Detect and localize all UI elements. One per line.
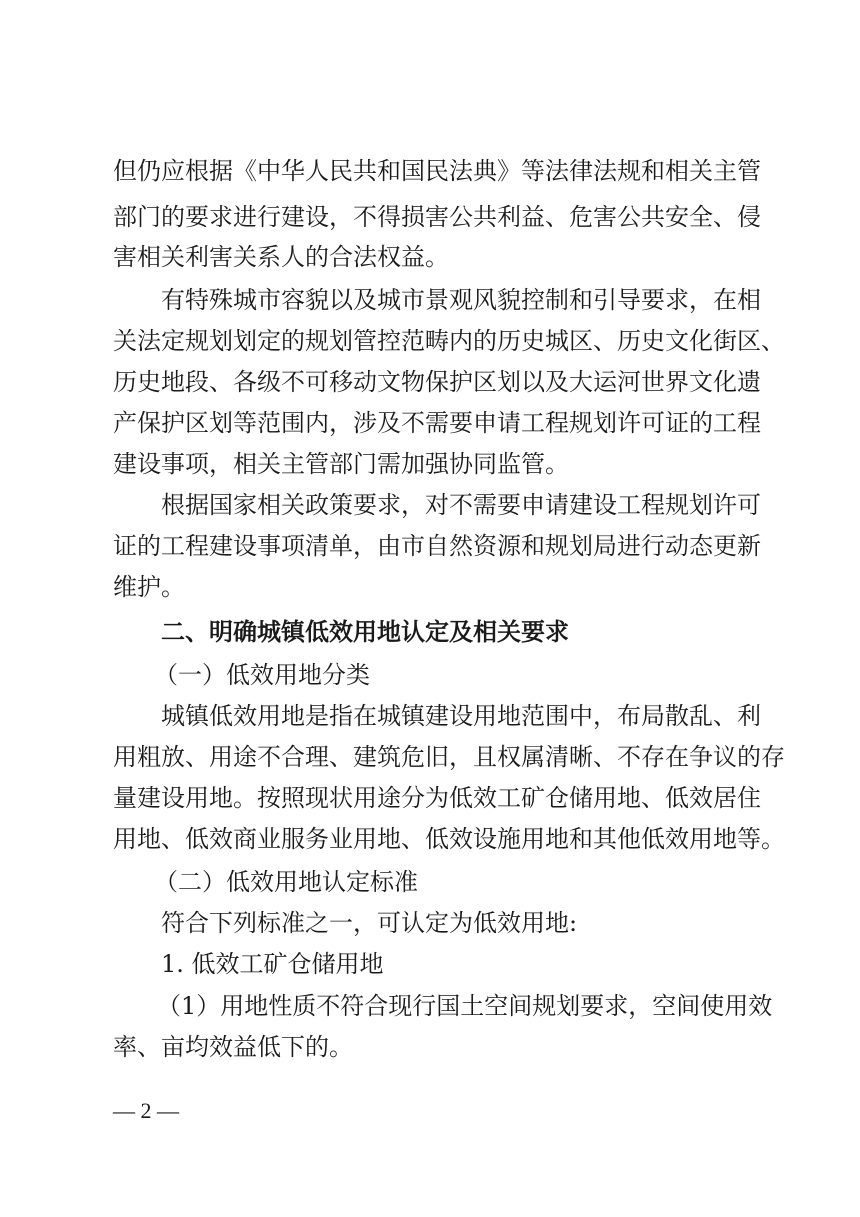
body-text-line: 但仍应根据《中华人民共和国民法典》等法律法规和相关主管 (113, 157, 761, 185)
subsection-heading: （二）低效用地认定标准 (154, 868, 418, 896)
body-text-line: 建设事项，相关主管部门需加强协同监管。 (113, 450, 569, 478)
body-text-line: 害相关利害关系人的合法权益。 (113, 243, 449, 271)
paragraph-first-line: 城镇低效用地是指在城镇建设用地范围中，布局散乱、利 (161, 702, 761, 730)
body-text-line: 历史地段、各级不可移动文物保护区划以及大运河世界文化遗 (113, 368, 761, 396)
page-number: — 2 — (113, 1098, 179, 1123)
body-text-line: 关法定规划划定的规划管控范畴内的历史城区、历史文化街区、 (113, 327, 785, 355)
body-text-line: 用地、低效商业服务业用地、低效设施用地和其他低效用地等。 (113, 825, 785, 853)
body-text-line: 维护。 (113, 573, 185, 601)
subsection-heading: （一）低效用地分类 (154, 661, 370, 689)
list-item-first-line: （1）用地性质不符合现行国土空间规划要求，空间使用效 (157, 992, 773, 1020)
paragraph-first-line: 根据国家相关政策要求，对不需要申请建设工程规划许可 (161, 491, 761, 519)
body-text-line: 用粗放、用途不合理、建筑危旧，且权属清晰、不存在争议的存 (113, 743, 785, 771)
body-text-line: 证的工程建设事项清单，由市自然资源和规划局进行动态更新 (113, 532, 761, 560)
paragraph-first-line: 符合下列标准之一，可认定为低效用地: (161, 909, 578, 937)
body-text-line: 量建设用地。按照现状用途分为低效工矿仓储用地、低效居住 (113, 784, 761, 812)
section-heading: 二、明确城镇低效用地认定及相关要求 (161, 617, 569, 646)
list-item-heading: 1. 低效工矿仓储用地 (161, 950, 384, 978)
body-text-line: 产保护区划等范围内，涉及不需要申请工程规划许可证的工程 (113, 409, 761, 437)
paragraph-first-line: 有特殊城市容貌以及城市景观风貌控制和引导要求，在相 (161, 286, 761, 314)
body-text-line: 率、亩均效益低下的。 (113, 1033, 353, 1061)
body-text-line: 部门的要求进行建设，不得损害公共利益、危害公共安全、侵 (113, 203, 761, 231)
